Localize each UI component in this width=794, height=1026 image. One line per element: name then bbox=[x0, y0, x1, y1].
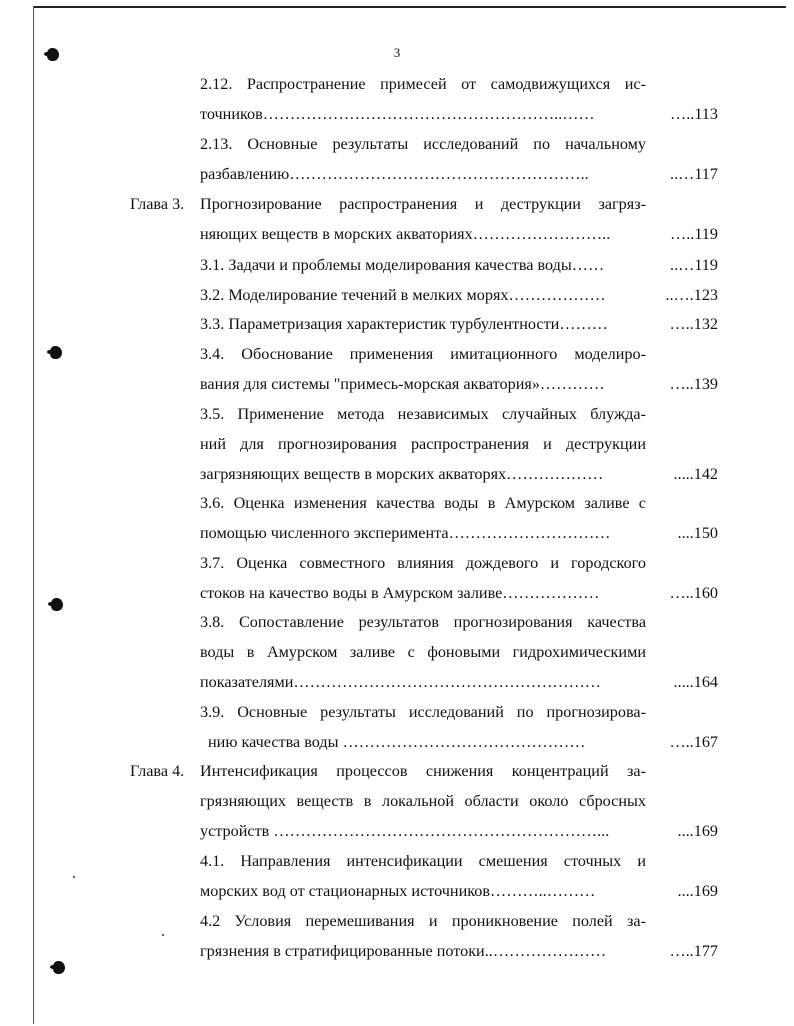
toc-entry-text: воды в Амурском заливе с фоновыми гидрохимическими bbox=[200, 643, 646, 661]
toc-entry-text: 3.2. Моделирование течений в мелких морях……………… bbox=[200, 286, 606, 304]
scan-blot-icon bbox=[50, 346, 62, 359]
toc-entry-text: 3.1. Задачи и проблемы моделирования качества воды…… bbox=[200, 256, 605, 274]
toc-entry-page: …..113 bbox=[670, 105, 718, 123]
toc-entry-page: …..160 bbox=[669, 584, 718, 602]
toc-entry-page: ..…119 bbox=[670, 256, 718, 274]
top-border bbox=[34, 6, 786, 8]
toc-entry-text: Интенсификация процессов снижения концентраций за- bbox=[200, 762, 646, 780]
toc-entry-text: 3.3. Параметризация характеристик турбулентности……… bbox=[200, 315, 608, 333]
toc-entry-page: …..167 bbox=[669, 733, 718, 751]
toc-entry-text: устройств ……………………………………………………... bbox=[200, 822, 610, 840]
toc-entry-page: …..119 bbox=[670, 225, 718, 243]
toc-entry-text: помощью численного эксперимента………………………… bbox=[200, 524, 611, 542]
toc-entry-page: ....169 bbox=[677, 882, 718, 900]
scan-speck bbox=[73, 876, 75, 878]
toc-entry-page: ....169 bbox=[677, 822, 718, 840]
toc-entry-text: 3.8. Сопоставление результатов прогнозирования качества bbox=[200, 613, 646, 631]
toc-entry-text: вания для системы "примесь-морская акватория»………… bbox=[200, 375, 605, 393]
toc-entry-text: 4.1. Направления интенсификации смешения сточных и bbox=[200, 852, 646, 870]
toc-entry-text: точников………………………………………………..…… bbox=[200, 105, 595, 123]
toc-entry-text: Прогнозирование распространения и деструкции загряз- bbox=[200, 195, 646, 213]
chapter-label: Глава 4. bbox=[130, 762, 185, 780]
toc-entry-text: 3.4. Обоснование применения имитационного моделиро- bbox=[200, 345, 646, 363]
toc-entry-text: нию качества воды ……………………………………… bbox=[208, 733, 586, 751]
toc-entry-text: загрязняющих веществ в морских акваторях……………… bbox=[200, 465, 604, 483]
toc-entry-text: морских вод от стационарных источников………..……… bbox=[200, 882, 596, 900]
toc-entry-page: .....164 bbox=[673, 673, 718, 691]
toc-entry-text: грязняющих веществ в локальной области около сбросных bbox=[200, 792, 646, 810]
toc-entry-text: 4.2 Условия перемешивания и проникновение полей за- bbox=[200, 912, 646, 930]
page-number: 3 bbox=[393, 45, 401, 60]
toc-entry-text: ний для прогнозирования распространения и деструкции bbox=[200, 435, 646, 453]
toc-entry-page: …..177 bbox=[669, 942, 718, 960]
scan-speck bbox=[162, 934, 164, 936]
toc-entry-page: ..….123 bbox=[665, 286, 718, 304]
left-border bbox=[33, 6, 34, 1024]
scan-blot-icon bbox=[53, 961, 65, 974]
toc-entry-text: 2.12. Распространение примесей от самодвижущихся ис- bbox=[200, 75, 646, 93]
toc-entry-text: разбавлению……………………………………………….. bbox=[200, 165, 589, 183]
scan-blot-icon bbox=[51, 598, 63, 611]
toc-entry-page: …..139 bbox=[669, 375, 718, 393]
toc-entry-page: ....150 bbox=[677, 524, 718, 542]
toc-entry-text: стоков на качество воды в Амурском заливе……………… bbox=[200, 584, 600, 602]
chapter-label: Глава 3. bbox=[130, 195, 185, 213]
toc-entry-text: 3.5. Применение метода независимых случайных блужда- bbox=[200, 405, 646, 423]
toc-entry-text: 3.6. Оценка изменения качества воды в Амурском заливе с bbox=[200, 494, 646, 512]
toc-entry-page: …..132 bbox=[669, 315, 718, 333]
toc-entry-text: показателями………………………………………………… bbox=[200, 673, 601, 691]
toc-entry-text: няющих веществ в морских акваториях…………………….. bbox=[200, 225, 611, 243]
toc-entry-text: грязнения в стратифицированные потоки..………………… bbox=[200, 942, 607, 960]
toc-entry-page: ..…117 bbox=[670, 165, 718, 183]
toc-entry-text: 3.9. Основные результаты исследований по прогнозирова- bbox=[200, 703, 646, 721]
toc-entry-text: 2.13. Основные результаты исследований по начальному bbox=[200, 135, 646, 153]
toc-entry-text: 3.7. Оценка совместного влияния дождевого и городского bbox=[200, 554, 646, 572]
toc-entry-page: .....142 bbox=[673, 465, 718, 483]
